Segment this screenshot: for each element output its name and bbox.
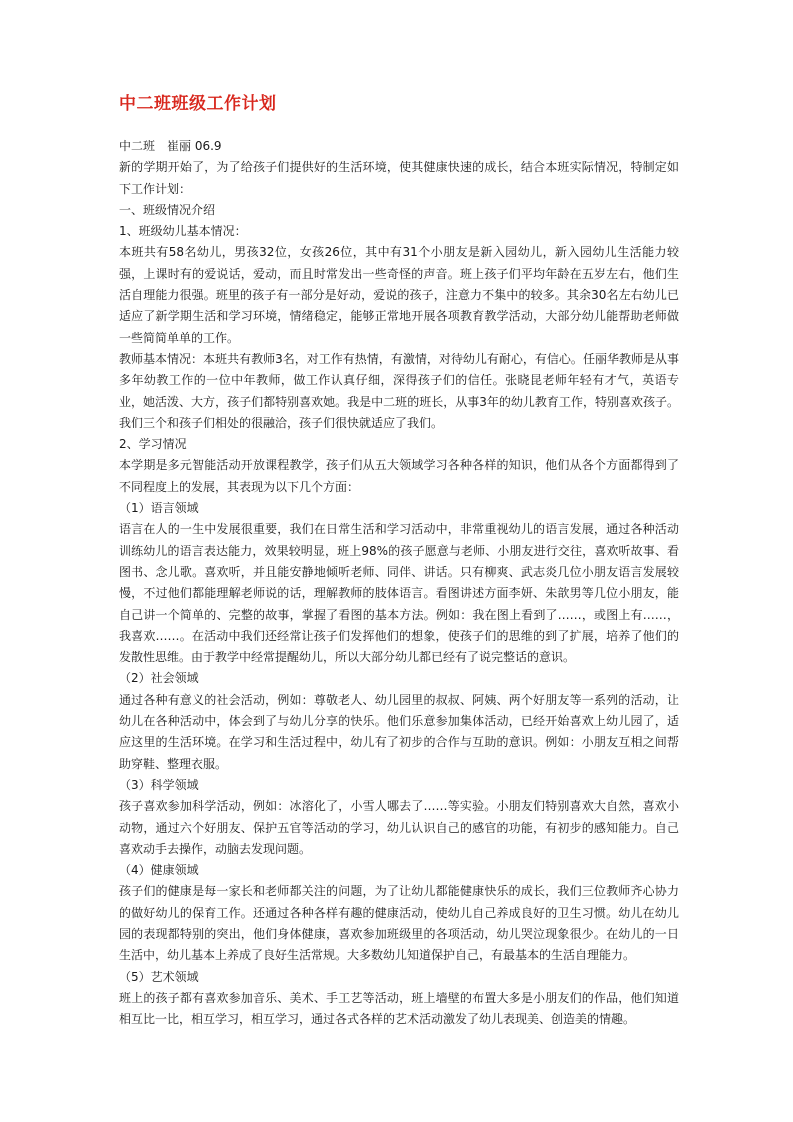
subheading-children-info: 1、班级幼儿基本情况： xyxy=(119,224,247,239)
subheading-language: （1）语言领域 xyxy=(119,501,199,516)
science-paragraph: 孩子喜欢参加科学活动，例如：冰溶化了，小雪人哪去了……等实验。小朋友们特别喜欢大自然，喜欢小动物，通过六个好朋友、保护五官等活动的学习，幼儿认识自己的感官的功能，有初步的感知能力。自己喜欢动手去操作，动脑去发现问题。 xyxy=(119,799,679,856)
page-title: 中二班班级工作计划 xyxy=(119,94,277,114)
subheading-social: （2）社会领域 xyxy=(119,671,199,686)
health-paragraph: 孩子们的健康是每一家长和老师都关注的问题，为了让幼儿都能健康快乐的成长，我们三位教师齐心协力的做好幼儿的保育工作。还通过各种各样有趣的健康活动，使幼儿自己养成良好的卫生习惯。幼儿在幼儿园的表现都特别的突出，他们身体健康，喜欢参加班级里的各项活动，幼儿哭泣现象很少。在幼儿的一日生活中，幼儿基本上养成了良好生活常规。大多数幼儿知道保护自己，有最基本的生活自理能力。 xyxy=(119,884,679,963)
byline: 中二班 崔丽 06.9 xyxy=(119,139,222,153)
social-paragraph: 通过各种有意义的社会活动，例如：尊敬老人、幼儿园里的叔叔、阿姨、两个好朋友等一系列的活动，让幼儿在各种活动中，体会到了与幼儿分享的快乐。他们乐意参加集体活动，已经开始喜欢上幼儿园了，适应这里的生活环境。在学习和生活过程中，幼儿有了初步的合作与互助的意识。例如：小朋友互相之间帮助穿鞋、整理衣服。 xyxy=(119,692,679,771)
section-heading-class-overview: 一、班级情况介绍 xyxy=(119,202,216,217)
document-page xyxy=(119,92,679,1030)
language-paragraph: 语言在人的一生中发展很重要，我们在日常生活和学习活动中，非常重视幼儿的语言发展，通过各种活动训练幼儿的语言表达能力，效果较明显，班上98%的孩子愿意与老师、小朋友进行交往，喜欢听故事、看图书、念儿歌。喜欢听，并且能安静地倾听老师、同伴、讲话。只有柳爽、武志炎几位小朋友语言发展较慢，不过他们都能理解老师说的话，理解教师的肢体语言。看图讲述方面李妍、朱歆男等几位小朋友，能自己讲一个简单的、完整的故事，掌握了看图的基本方法。例如：我在图上看到了……，或图上有……，我喜欢……。在活动中我们还经常让孩子们发挥他们的想象，使孩子们的思维的到了扩展，培养了他们的发散性思维。由于教学中经常提醒幼儿，所以大部分幼儿都已经有了说完整话的意识。 xyxy=(119,522,679,665)
subheading-art: （5）艺术领域 xyxy=(119,969,199,984)
teachers-info-paragraph: 教师基本情况：本班共有教师3名，对工作有热情，有激情，对待幼儿有耐心，有信心。任丽华教师是从事多年幼教工作的一位中年教师，做工作认真仔细，深得孩子们的信任。张晓昆老师年轻有才气，英语专业，她活泼、大方，孩子们都特别喜欢她。我是中二班的班长，从事3年的幼儿教育工作，特别喜欢孩子。我们三个和孩子们相处的很融洽，孩子们很快就适应了我们。 xyxy=(119,351,679,430)
subheading-health: （4）健康领域 xyxy=(119,863,199,878)
subheading-science: （3）科学领域 xyxy=(119,777,199,792)
subheading-learning: 2、学习情况 xyxy=(119,437,187,452)
children-info-paragraph: 本班共有58名幼儿，男孩32位，女孩26位，其中有31个小朋友是新入园幼儿，新入园幼儿生活能力较强，上课时有的爱说话，爱动，而且时常发出一些奇怪的声音。班上孩子们平均年龄在五岁左右，他们生活自理能力很强。班里的孩子有一部分是好动，爱说的孩子，注意力不集中的较多。其余30名左右幼儿已适应了新学期生活和学习环境，情绪稳定，能够正常地开展各项教育教学活动，大部分幼儿能帮助老师做一些简简单单的工作。 xyxy=(119,245,679,345)
intro-paragraph: 新的学期开始了，为了给孩子们提供好的生活环境，使其健康快速的成长，结合本班实际情况，特制定如下工作计划： xyxy=(119,160,679,196)
art-paragraph: 班上的孩子都有喜欢参加音乐、美术、手工艺等活动，班上墙壁的布置大多是小朋友们的作品，他们知道相互比一比，相互学习，相互学习，通过各式各样的艺术活动激发了幼儿表现美、创造美的情趣。 xyxy=(119,990,679,1027)
learning-paragraph: 本学期是多元智能活动开放课程教学，孩子们从五大领域学习各种各样的知识，他们从各个方面都得到了不同程度上的发展，其表现为以下几个方面： xyxy=(119,458,679,494)
